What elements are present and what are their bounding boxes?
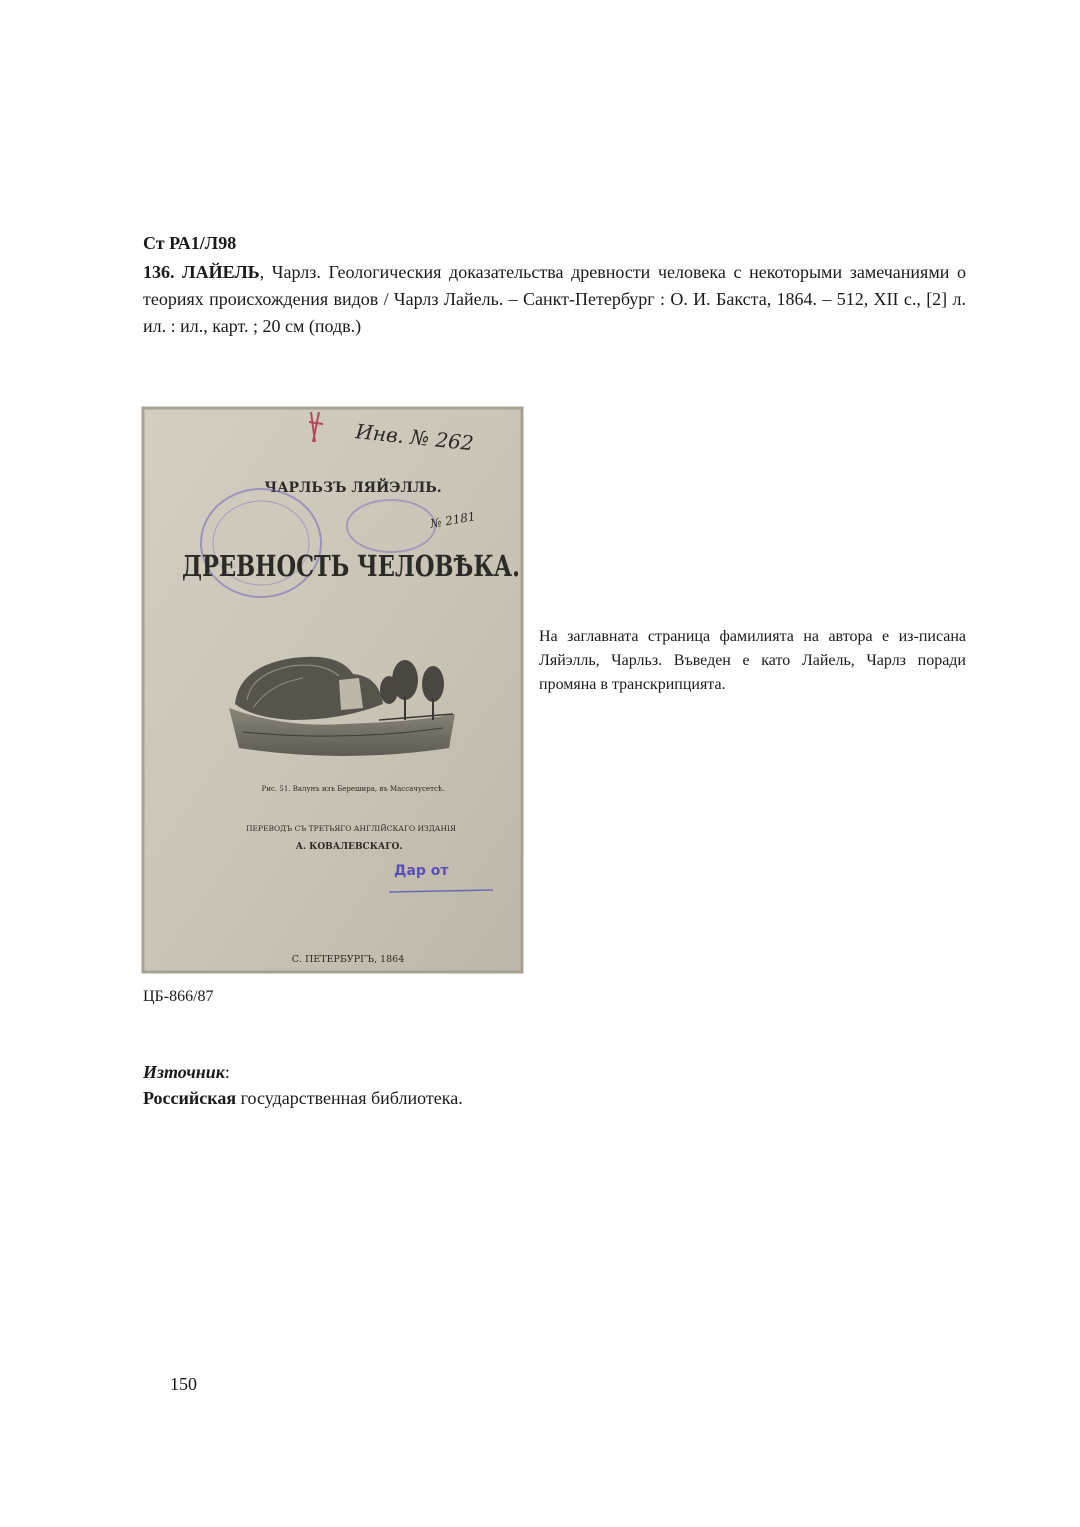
title-page-image xyxy=(143,408,522,972)
source-text xyxy=(143,1088,463,1109)
translator-line: А. КОВАЛЕВСКАГО. xyxy=(295,842,403,852)
source-bold: Российская xyxy=(143,1088,237,1108)
number-note: № 2181 xyxy=(429,509,477,531)
gift-stamp: Дар от xyxy=(394,863,449,879)
figure-caption-code: ЦБ-866/87 xyxy=(143,988,214,1005)
entry-author: ЛАЙЕЛЬ xyxy=(182,262,260,282)
shelfmark: Ст РА1/Л98 xyxy=(143,233,237,253)
source-rest: государственная библиотека. xyxy=(236,1088,463,1108)
bibliographic-entry xyxy=(143,259,966,340)
book-title: ДРЕВНОСТЬ ЧЕЛОВѢКА. xyxy=(182,549,520,583)
page-number: 150 xyxy=(170,1374,197,1394)
translation-line: ПЕРЕВОДЪ СЪ ТРЕТЬЯГО АНГЛІЙСКАГО ИЗДАНІЯ xyxy=(245,824,457,833)
source-label-text: Източник xyxy=(143,1062,225,1082)
source-label xyxy=(143,1062,230,1083)
inventory-note: Инв. № 262 xyxy=(354,419,475,456)
source-colon: : xyxy=(224,1062,230,1082)
entry-number: 136. xyxy=(143,262,175,282)
note-paragraph: На заглавната страница фамилията на автора е из-писана Ляйэлль, Чарльз. Въведен е като Лайель, Чарлз поради промяна в транскрипцията. xyxy=(539,628,966,693)
figure-caption: Рис. 51. Валунъ изъ Берешира, въ Массачусетсѣ. xyxy=(261,785,445,793)
entry-text: , Чарлз. Геологическия доказательства древности человека с некоторыми замечаниями о теориях происхождения видов / Чарлз Лайель. – Санкт-Петербург : О. И. Бакста, 1864. – 512, XII с., [2] л. ил. : ил., карт. ; 20 см (подв.) xyxy=(143,262,966,336)
title-page-photo xyxy=(143,408,522,972)
book-author-line: ЧАРЛЬЗЪ ЛЯЙЭЛЛЬ. xyxy=(264,480,442,496)
imprint-line: С. ПЕТЕРБУРГЪ, 1864 xyxy=(291,954,405,965)
